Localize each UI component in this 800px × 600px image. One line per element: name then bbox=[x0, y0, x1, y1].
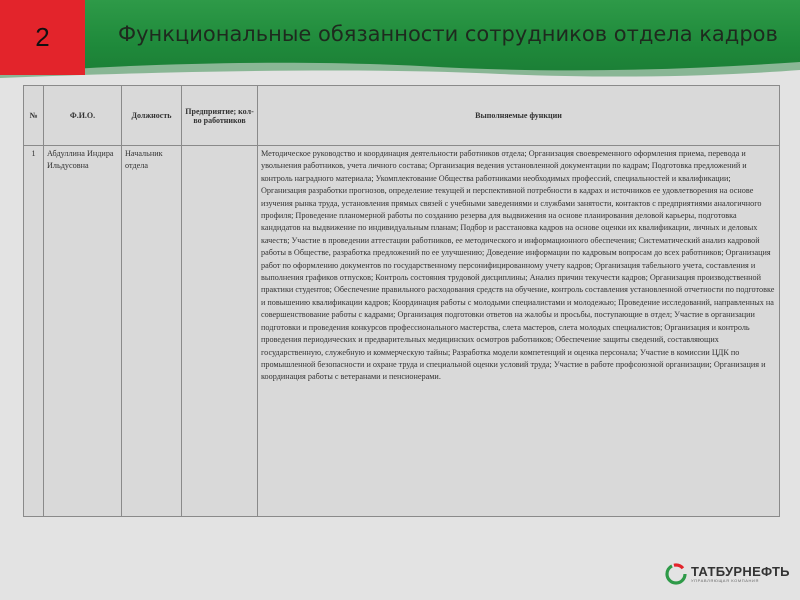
logo-name: ТАТБУРНЕФТЬ bbox=[691, 564, 790, 579]
logo-mark-icon bbox=[665, 563, 687, 585]
header-number: № bbox=[24, 86, 44, 146]
slide-header bbox=[0, 0, 800, 80]
header-position: Должность bbox=[122, 86, 182, 146]
header-wave-decoration bbox=[0, 52, 800, 80]
cell-name: Абдуллина Индира Ильдусовна bbox=[44, 146, 122, 517]
header-enterprise: Предприятие; кол-во работников bbox=[182, 86, 258, 146]
table-header-row bbox=[24, 86, 780, 146]
header-name: Ф.И.О. bbox=[44, 86, 122, 146]
cell-number: 1 bbox=[24, 146, 44, 517]
cell-position: Начальник отдела bbox=[122, 146, 182, 517]
cell-functions: Методическое руководство и координация деятельности работников отдела; Организация своевременного оформления приема, перевода и увольнения работников, учета личного состава; Организация ведения установленной документации по кадрам; Подготовка предложений и контроль наградного материала; Укомплектование Общества работниками необходимых профессий, специальностей и квалификации; Организация разработки прогнозов, определение текущей и перспективной потребности в кадрах и источников ее удовлетворения на основе изучения рынка труда, установления прямых связей с учебными заведениями и службами занятости, контактов с предприятиями аналогичного профиля; Проведение планомерной работы по созданию резерва для выдвижения на основе планирования деловой карьеры, подготовка кандидатов на выдвижение по индивидуальным планам; Подбор и расстановка кадров на основе оценки их квалификации, личных и деловых качеств; Участие в проведении аттестации работников, ее методического и информационного обеспечения; Систематический анализ кадровой работы в Обществе, разработка предложений по ее улучшению; Доведение информации по кадровым вопросам до всех работников; Организация работ по оформлению документов по государственному персонифицированному учету кадров; Организация табельного учета, составления и выполнения графиков отпусков; Контроль состояния трудовой дисциплины; Анализ причин текучести кадров; Организация производственной практики студентов; Обеспечение правильного расходования средств на обучение, контроль составления установленной отчетности по подготовке и повышению квалификации кадров; Координация работы с молодыми специалистами и молодежью; Проведение исследований, направленных на совершенствование работы с кадрами; Организация подготовки ответов на жалобы и просьбы, поступающие в отдел; Участие в организации подготовки и проведения конкурсов профессионального мастерства, слета мастеров, слета молодых специалистов; Организация и контроль проведения периодических и предварительных медицинских осмотров работников; Обеспечение защиты сведений, составляющих государственную, служебную и коммерческую тайны; Разработка модели компетенций и оценка персонала; Участие в комиссии ЦДК по промышленной безопасности и охране труда и специальной оценки условий труда; Участие в работе профсоюзной организации; Организация и координация работы с ветеранами и пенсионерами. bbox=[258, 146, 780, 517]
table-row bbox=[24, 146, 780, 517]
duties-table-container bbox=[23, 85, 780, 517]
slide-title: Функциональные обязанности сотрудников отдела кадров bbox=[118, 22, 778, 46]
duties-table bbox=[23, 85, 780, 517]
company-logo bbox=[665, 562, 790, 586]
header-functions: Выполняемые функции bbox=[258, 86, 780, 146]
cell-enterprise bbox=[182, 146, 258, 517]
logo-subtitle: УПРАВЛЯЮЩАЯ КОМПАНИЯ bbox=[691, 578, 760, 583]
slide-number: 2 bbox=[0, 0, 85, 75]
